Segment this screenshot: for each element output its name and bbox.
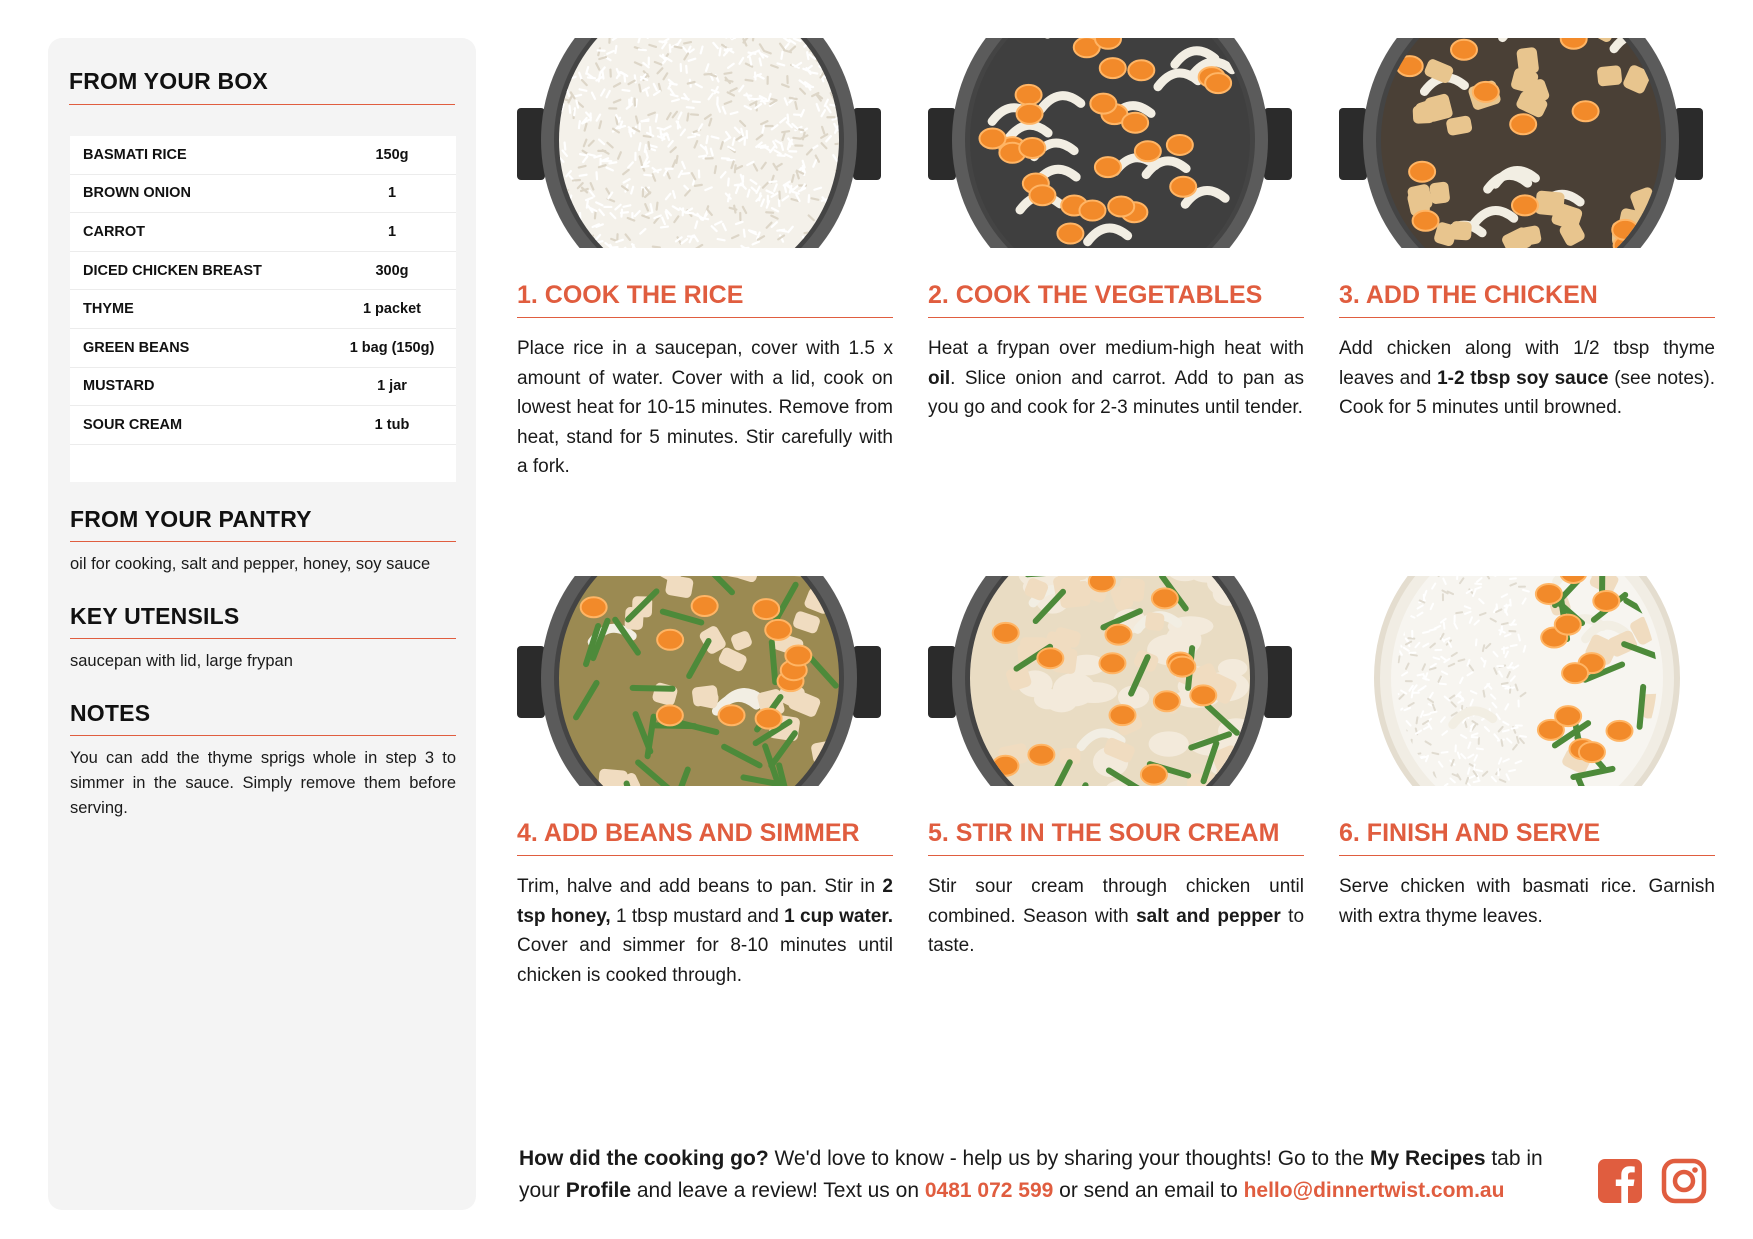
step-title: 5. STIR IN THE SOUR CREAM: [928, 819, 1280, 847]
ingredient-name: SOUR CREAM: [83, 416, 183, 433]
ingredient-name: BROWN ONION: [83, 185, 191, 202]
email-link[interactable]: hello@dinnertwist.com.au: [1243, 1179, 1505, 1202]
step-text-segment: Stir sour cream through chicken until combined. Season with: [928, 876, 1304, 927]
step-instructions: [517, 334, 893, 482]
ingredient-qty: 1: [387, 185, 397, 202]
phone-link[interactable]: 0481 072 599: [924, 1179, 1054, 1202]
ingredient-qty: 1 jar: [377, 378, 407, 395]
ingredient-name: GREEN BEANS: [83, 339, 190, 356]
ingredient-row: [70, 175, 456, 214]
step-text-bold: 2 tsp honey,: [517, 876, 893, 927]
ingredients-table: [70, 136, 456, 482]
step-photo: [928, 38, 1304, 248]
footer-text-2: tab in your: [519, 1147, 1543, 1202]
ingredients-sidebar: [48, 38, 476, 1210]
ingredient-name: THYME: [83, 301, 134, 318]
step-text-segment: (see notes). Cook for 5 minutes until browned.: [1339, 367, 1715, 418]
key-utensils-title: KEY UTENSILS: [70, 603, 240, 629]
step-title: 1. COOK THE RICE: [517, 281, 744, 309]
utensils-section: [70, 603, 456, 674]
step-text-bold: 1-2 tbsp soy sauce: [1437, 367, 1609, 389]
ingredient-name: CARROT: [83, 223, 146, 240]
step-photo: [928, 576, 1304, 786]
ingredient-row: [70, 290, 456, 329]
ingredient-qty: 1 tub: [374, 416, 410, 433]
step-divider: [1339, 855, 1715, 856]
footer-text-3: and leave a review! Text us on: [631, 1179, 925, 1202]
step-2: [928, 38, 1304, 423]
ingredient-row: [70, 368, 456, 407]
step-text-bold: 1 cup water.: [784, 905, 893, 927]
ingredient-row: [70, 213, 456, 252]
step-instructions: [517, 872, 893, 990]
step-text-bold: salt and pepper: [1136, 905, 1281, 927]
ingredient-row: [70, 252, 456, 291]
my-recipes-link[interactable]: My Recipes: [1369, 1147, 1486, 1170]
step-text-bold: oil: [928, 367, 951, 389]
step-3: [1339, 38, 1715, 423]
step-title: 3. ADD THE CHICKEN: [1339, 281, 1598, 309]
step-photo: [517, 38, 893, 248]
feedback-footer: [519, 1143, 1589, 1207]
ingredient-name: MUSTARD: [83, 378, 155, 395]
footer-text-4: or send an email to: [1053, 1179, 1244, 1202]
pantry-section: [70, 506, 456, 577]
step-instructions: [928, 872, 1304, 961]
step-text-segment: Cover and simmer for 8-10 minutes until chicken is cooked through.: [517, 935, 893, 986]
section-divider: [70, 735, 456, 736]
section-divider: [70, 541, 456, 542]
ingredient-qty: 1 bag (150g): [349, 339, 435, 356]
facebook-icon[interactable]: [1596, 1157, 1644, 1205]
section-divider: [69, 104, 455, 105]
step-instructions: [1339, 872, 1715, 931]
step-divider: [1339, 317, 1715, 318]
ingredient-qty: 1 packet: [362, 301, 422, 318]
step-text-segment: 1 tbsp mustard and: [610, 905, 785, 927]
step-text-segment: Add chicken along with 1/2 tbsp thyme leaves and: [1339, 338, 1715, 389]
step-title: 4. ADD BEANS AND SIMMER: [517, 819, 860, 847]
step-title: 2. COOK THE VEGETABLES: [928, 281, 1263, 309]
footer-text-1: We'd love to know - help us by sharing your thoughts! Go to the: [768, 1147, 1370, 1170]
step-instructions: [1339, 334, 1715, 423]
ingredient-qty: 1: [387, 223, 397, 240]
step-divider: [928, 317, 1304, 318]
step-text-segment: Place rice in a saucepan, cover with 1.5 x amount of water. Cover with a lid, cook on lowest heat for 10-15 minutes. Remove from heat, stand for 5 minutes. Stir carefully with a fork.: [517, 338, 893, 477]
step-divider: [517, 855, 893, 856]
step-text-segment: Serve chicken with basmati rice. Garnish with extra thyme leaves.: [1339, 876, 1715, 927]
step-title: 6. FINISH AND SERVE: [1339, 819, 1601, 847]
notes-text: You can add the thyme sprigs whole in step 3 to simmer in the sauce. Simply remove them before serving.: [70, 749, 456, 817]
profile-link[interactable]: Profile: [565, 1179, 632, 1202]
step-6: [1339, 576, 1715, 931]
step-instructions: [928, 334, 1304, 423]
step-divider: [517, 317, 893, 318]
step-text-segment: to taste.: [928, 905, 1305, 956]
instagram-icon[interactable]: [1660, 1157, 1708, 1205]
ingredient-qty: 150g: [375, 146, 409, 163]
from-your-pantry-title: FROM YOUR PANTRY: [70, 506, 312, 532]
ingredient-row: [70, 329, 456, 368]
step-5: [928, 576, 1304, 961]
ingredient-row: [70, 406, 456, 445]
utensils-text: saucepan with lid, large frypan: [70, 652, 293, 670]
step-text-segment: Trim, halve and add beans to pan. Stir in: [517, 876, 883, 897]
from-your-box-title: FROM YOUR BOX: [69, 68, 268, 94]
step-text-segment: Heat a frypan over medium-high heat with: [928, 338, 1304, 359]
step-photo: [517, 576, 893, 786]
step-photo: [1339, 38, 1715, 248]
notes-section: [70, 700, 456, 821]
ingredient-name: BASMATI RICE: [83, 146, 187, 163]
step-photo: [1339, 576, 1715, 786]
footer-question: How did the cooking go?: [519, 1147, 769, 1170]
step-divider: [928, 855, 1304, 856]
ingredient-row: [70, 136, 456, 175]
from-your-box-header: [69, 68, 455, 105]
section-divider: [70, 638, 456, 639]
notes-title: NOTES: [70, 700, 151, 726]
ingredient-name: DICED CHICKEN BREAST: [83, 262, 262, 279]
step-text-segment: . Slice onion and carrot. Add to pan as you go and cook for 2-3 minutes until tender.: [928, 367, 1304, 418]
ingredient-qty: 300g: [375, 262, 409, 279]
step-4: [517, 576, 893, 990]
pantry-text: oil for cooking, salt and pepper, honey, soy sauce: [70, 555, 431, 573]
step-1: [517, 38, 893, 482]
